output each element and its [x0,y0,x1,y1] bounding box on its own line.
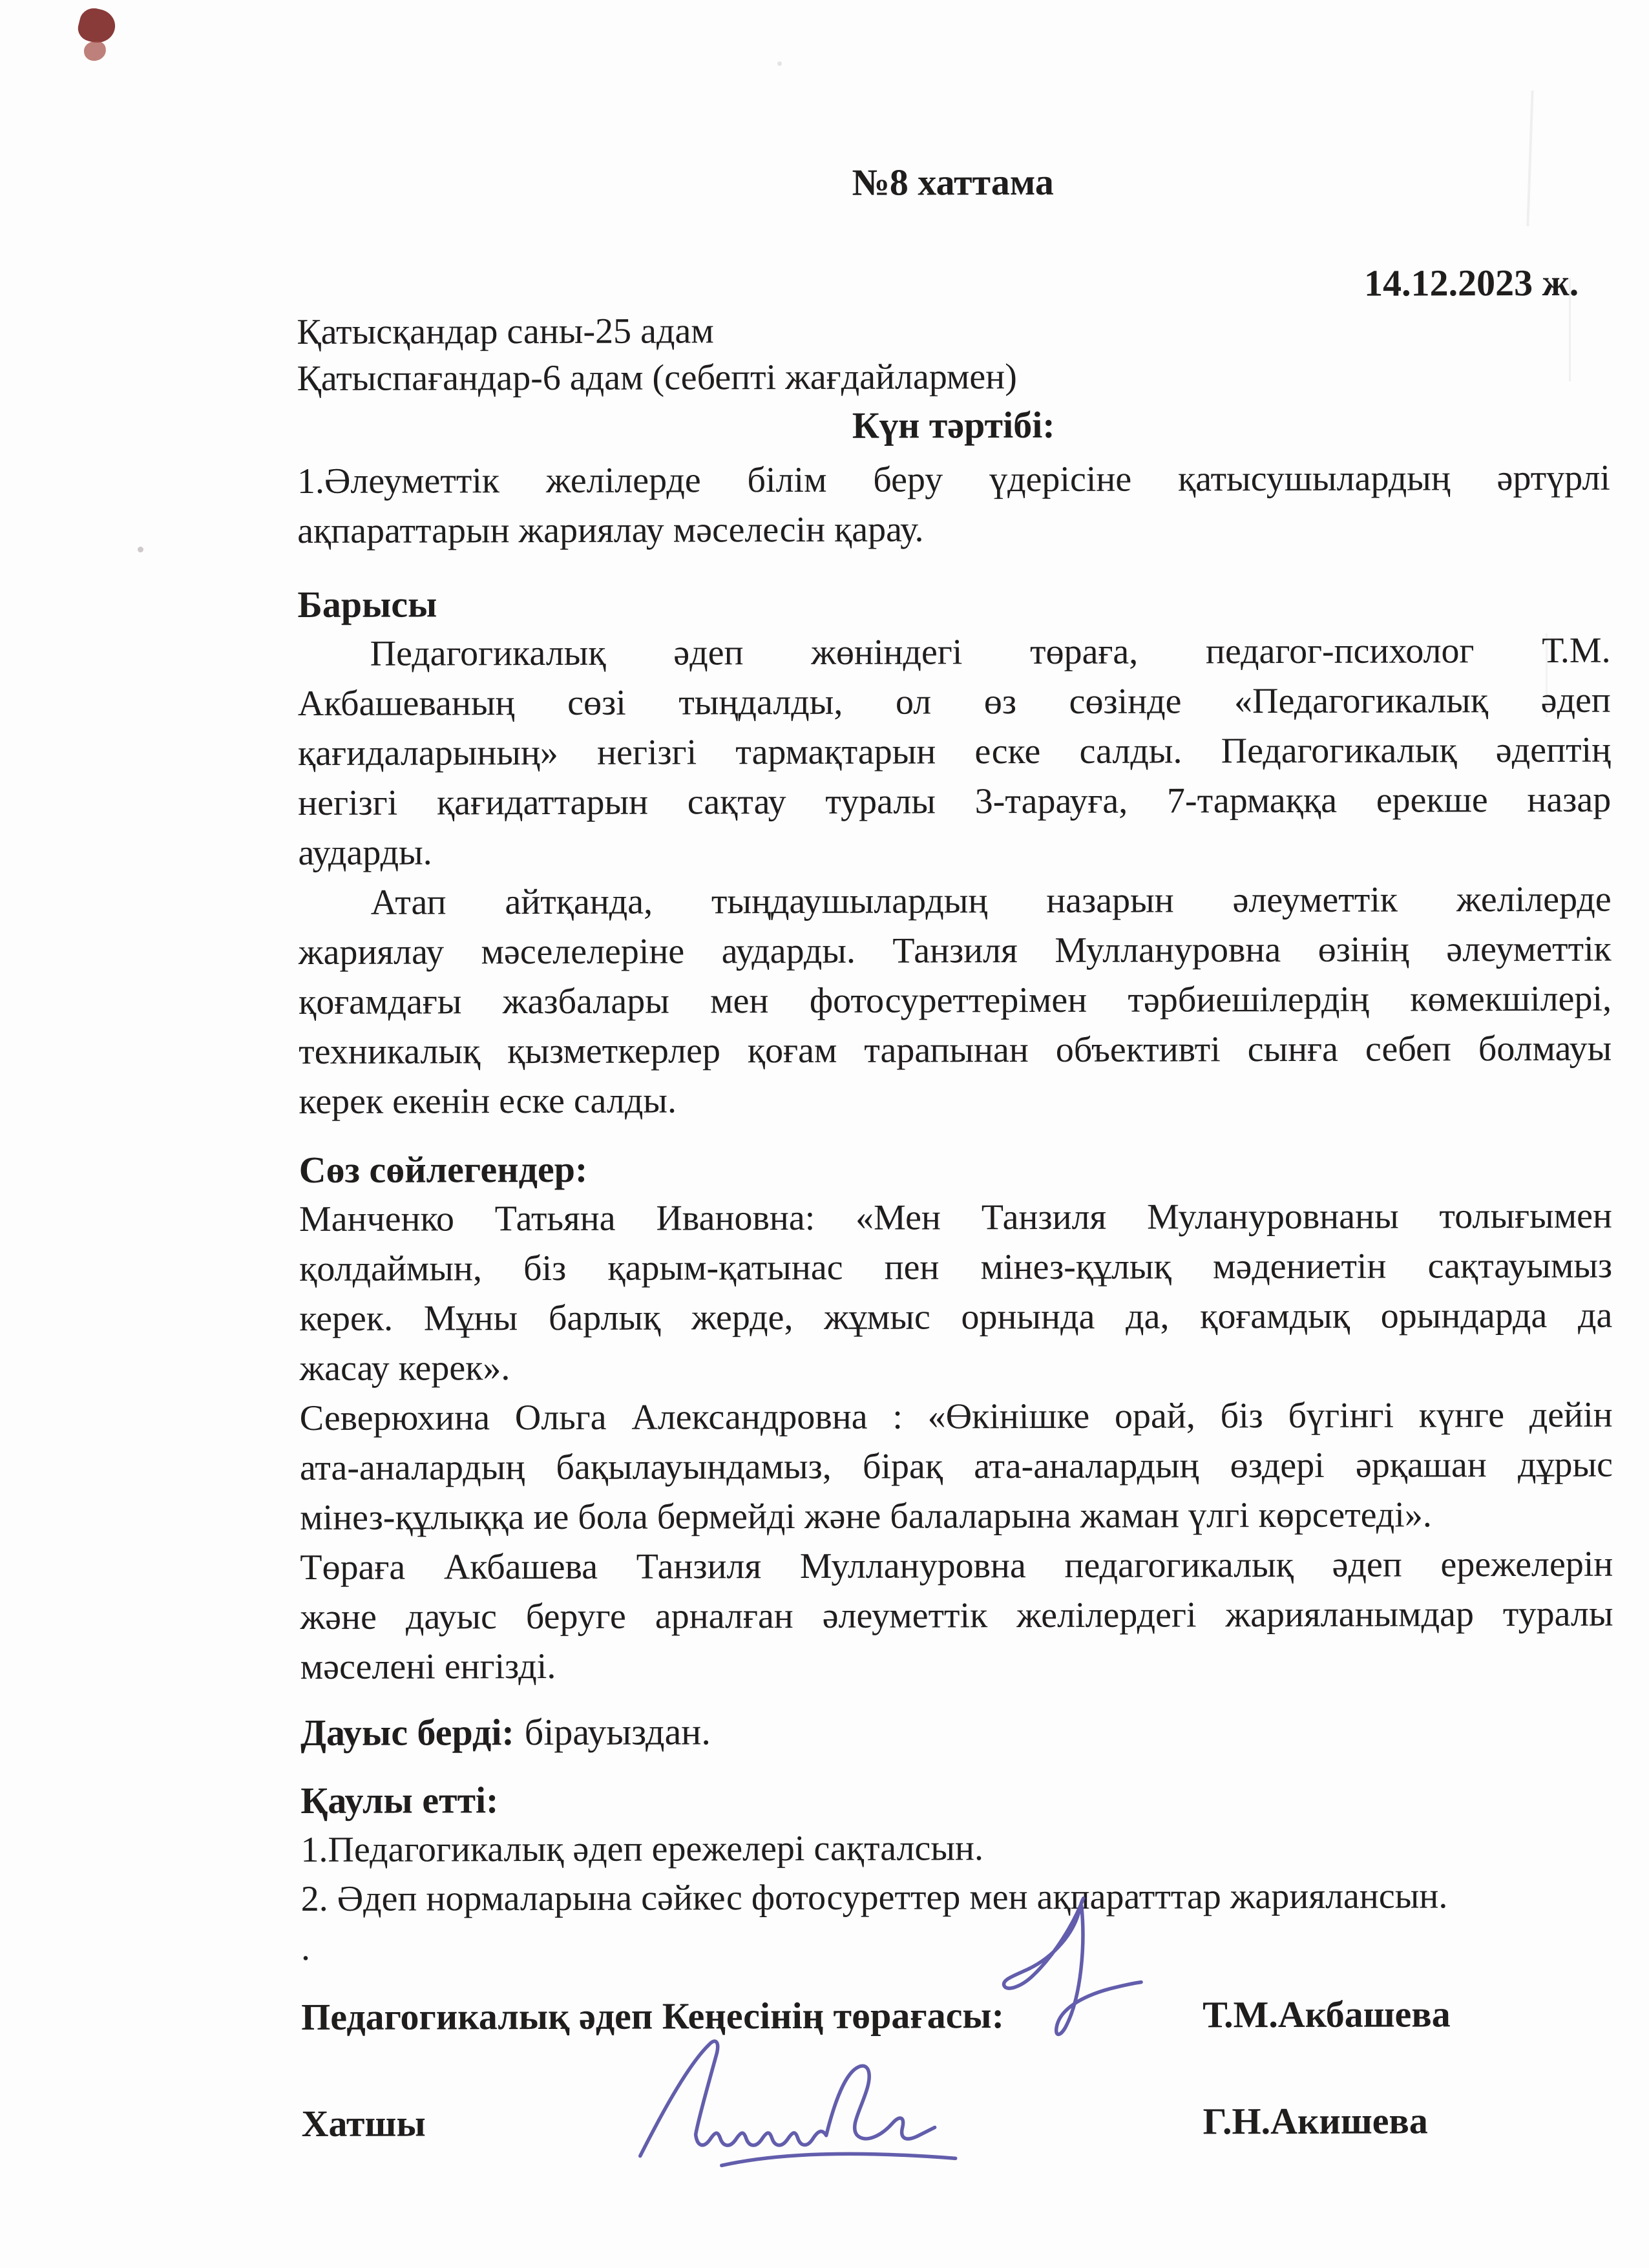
chairman-signature-row [301,1989,1614,2042]
text-line: керек екенін еске салды. [299,1080,677,1122]
absentees-line: Қатыспағандар-6 адам (себепті жағдайлармен) [297,357,1017,399]
attendees-line: Қатысқандар саны-25 адам [297,311,714,352]
text-line: аударды. [298,832,432,873]
text-line: Төраға Акбашева Танзиля Муллануровна педагогикалық әдеп ережелерін [300,1544,1613,1588]
scan-speck [138,547,143,552]
text-line: 1.Әлеуметтік желілерде білім беру үдерісіне қатысушылардың әртүрлі [297,457,1611,501]
chairman-name: Т.М.Акбашева [1203,1993,1451,2036]
text-line: қолдаймын, біз қарым-қатынас пен мінез-құлық мәдениетін сақтауымыз [299,1245,1613,1289]
secretary-name: Г.Н.Акишева [1203,2099,1428,2143]
vote-result: бірауыздан. [524,1710,711,1754]
speaker-paragraph-manchenko [299,1192,1613,1394]
proceedings-paragraph-1 [298,626,1612,878]
text-line: ата-аналардың бақылауындамыз, бірақ ата-аналардың өздері әрқашан дұрыс [299,1444,1613,1488]
text-line: ақпараттарын жариялау мәселесін қарау. [297,509,924,551]
speakers-heading: Сөз сөйлегендер: [299,1148,588,1191]
proceedings-heading: Барысы [297,583,437,625]
text-line: Педагогикалық әдеп жөніндегі төраға, педагог-психолог Т.М. [370,630,1611,674]
vote-line [300,1705,1613,1758]
text-line: Северюхина Ольга Александровна : «Өкінішке орай, біз бүгінгі күнге дейін [299,1394,1613,1438]
scan-artifact-red-blob [76,5,119,47]
proceedings-paragraph-2 [299,875,1612,1127]
speaker-paragraph-chairwoman [300,1540,1613,1692]
text-line: Манченко Татьяна Ивановна: «Мен Танзиля Мулануровнаны толығымен [299,1195,1613,1239]
resolution-item-2: 2. Әдеп нормаларына сәйкес фотосуреттер мен ақпаратттар жариялансын. [300,1876,1448,1919]
resolution-item-1: 1.Педагогикалық әдеп ережелері сақталсын. [300,1828,984,1870]
secretary-signature-row [302,2095,1615,2148]
document-title: №8 хаттама [852,160,1054,204]
agenda-item-paragraph [297,454,1610,556]
text-line: негізгі қағидаттарын сақтау туралы 3-тарауға, 7-тармаққа ерекше назар [298,779,1612,823]
text-line: техникалық қызметкерлер қоғам тарапынан объективті сынға себеп болмауы [299,1028,1612,1072]
text-line: керек. Мұны барлық жерде, жұмыс орнында да, қоғамдық орындарда да [299,1295,1613,1339]
speaker-paragraph-severyukhina [300,1391,1613,1543]
secretary-label: Хатшы [301,2102,426,2145]
text-line: қоғамдағы жазбалары мен фотосуреттерімен тәрбиешілердің көмекшілері, [298,978,1612,1022]
vote-label: Дауыс берді: [300,1711,514,1754]
text-line: қағидаларының» негізгі тармақтарын еске салды. Педагогикалық әдептің [297,730,1612,773]
text-line: жариялау мәселелеріне аударды. Танзиля Муллануровна өзінің әлеуметтік [298,929,1612,972]
resolution-heading: Қаулы етті: [300,1779,499,1822]
protocol-document [296,0,1615,2148]
text-line: жасау керек». [299,1348,510,1389]
stray-period: . [300,1927,310,1968]
secretary-signature-icon [613,2035,975,2178]
text-line: және дауыс беруге арналған әлеуметтік желілердегі жарияланымдар туралы [300,1593,1613,1637]
agenda-heading: Күн тәртібі: [852,403,1055,446]
text-line: мәселені енгізді. [300,1646,556,1687]
chairman-label: Педагогикалық әдеп Кеңесінің төрағасы: [301,1994,1005,2038]
text-line: Атап айтқанда, тыңдаушылардың назарын әлеуметтік желілерде [370,879,1612,923]
text-line: Акбашеваның сөзі тыңдалды, ол өз сөзінде «Педагогикалық әдеп [297,680,1611,724]
scan-artifact-red-blob-small [83,40,107,62]
document-date: 14.12.2023 ж. [1364,261,1579,304]
text-line: мінез-құлыққа ие бола бермейді және балаларына жаман үлгі көрсетеді». [300,1495,1432,1538]
